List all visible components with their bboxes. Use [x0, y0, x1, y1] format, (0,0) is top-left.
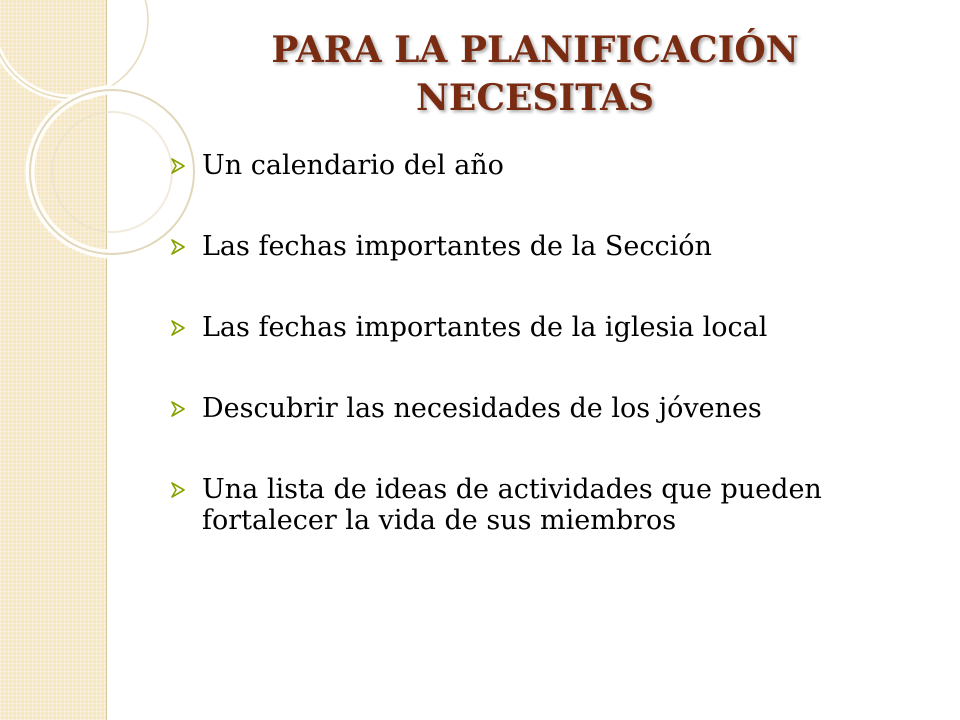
bullet-text: Descubrir las necesidades de los jóvenes: [202, 393, 762, 424]
bullet-text: Un calendario del año: [202, 150, 504, 181]
slide-title-line-2: NECESITAS: [415, 77, 655, 119]
arrow-bullet-icon: [170, 158, 186, 174]
bullet-text: Una lista de ideas de actividades que pueden fortalecer la vida de sus miembros: [202, 474, 822, 536]
slide-title-line-1: PARA LA PLANIFICACIÓN: [271, 29, 799, 71]
bullet-text: Las fechas importantes de la iglesia local: [202, 312, 768, 343]
bullet-text: Las fechas importantes de la Sección: [202, 231, 712, 262]
list-item: [168, 312, 938, 343]
list-item: [168, 474, 938, 536]
list-item: [168, 150, 938, 181]
list-item: [168, 393, 938, 424]
arrow-bullet-icon: [170, 401, 186, 417]
slide-title: [150, 26, 920, 122]
arrow-bullet-icon: [170, 239, 186, 255]
arrow-bullet-icon: [170, 320, 186, 336]
list-item: [168, 231, 938, 262]
bullet-list: [168, 150, 938, 586]
arrow-bullet-icon: [170, 482, 186, 498]
